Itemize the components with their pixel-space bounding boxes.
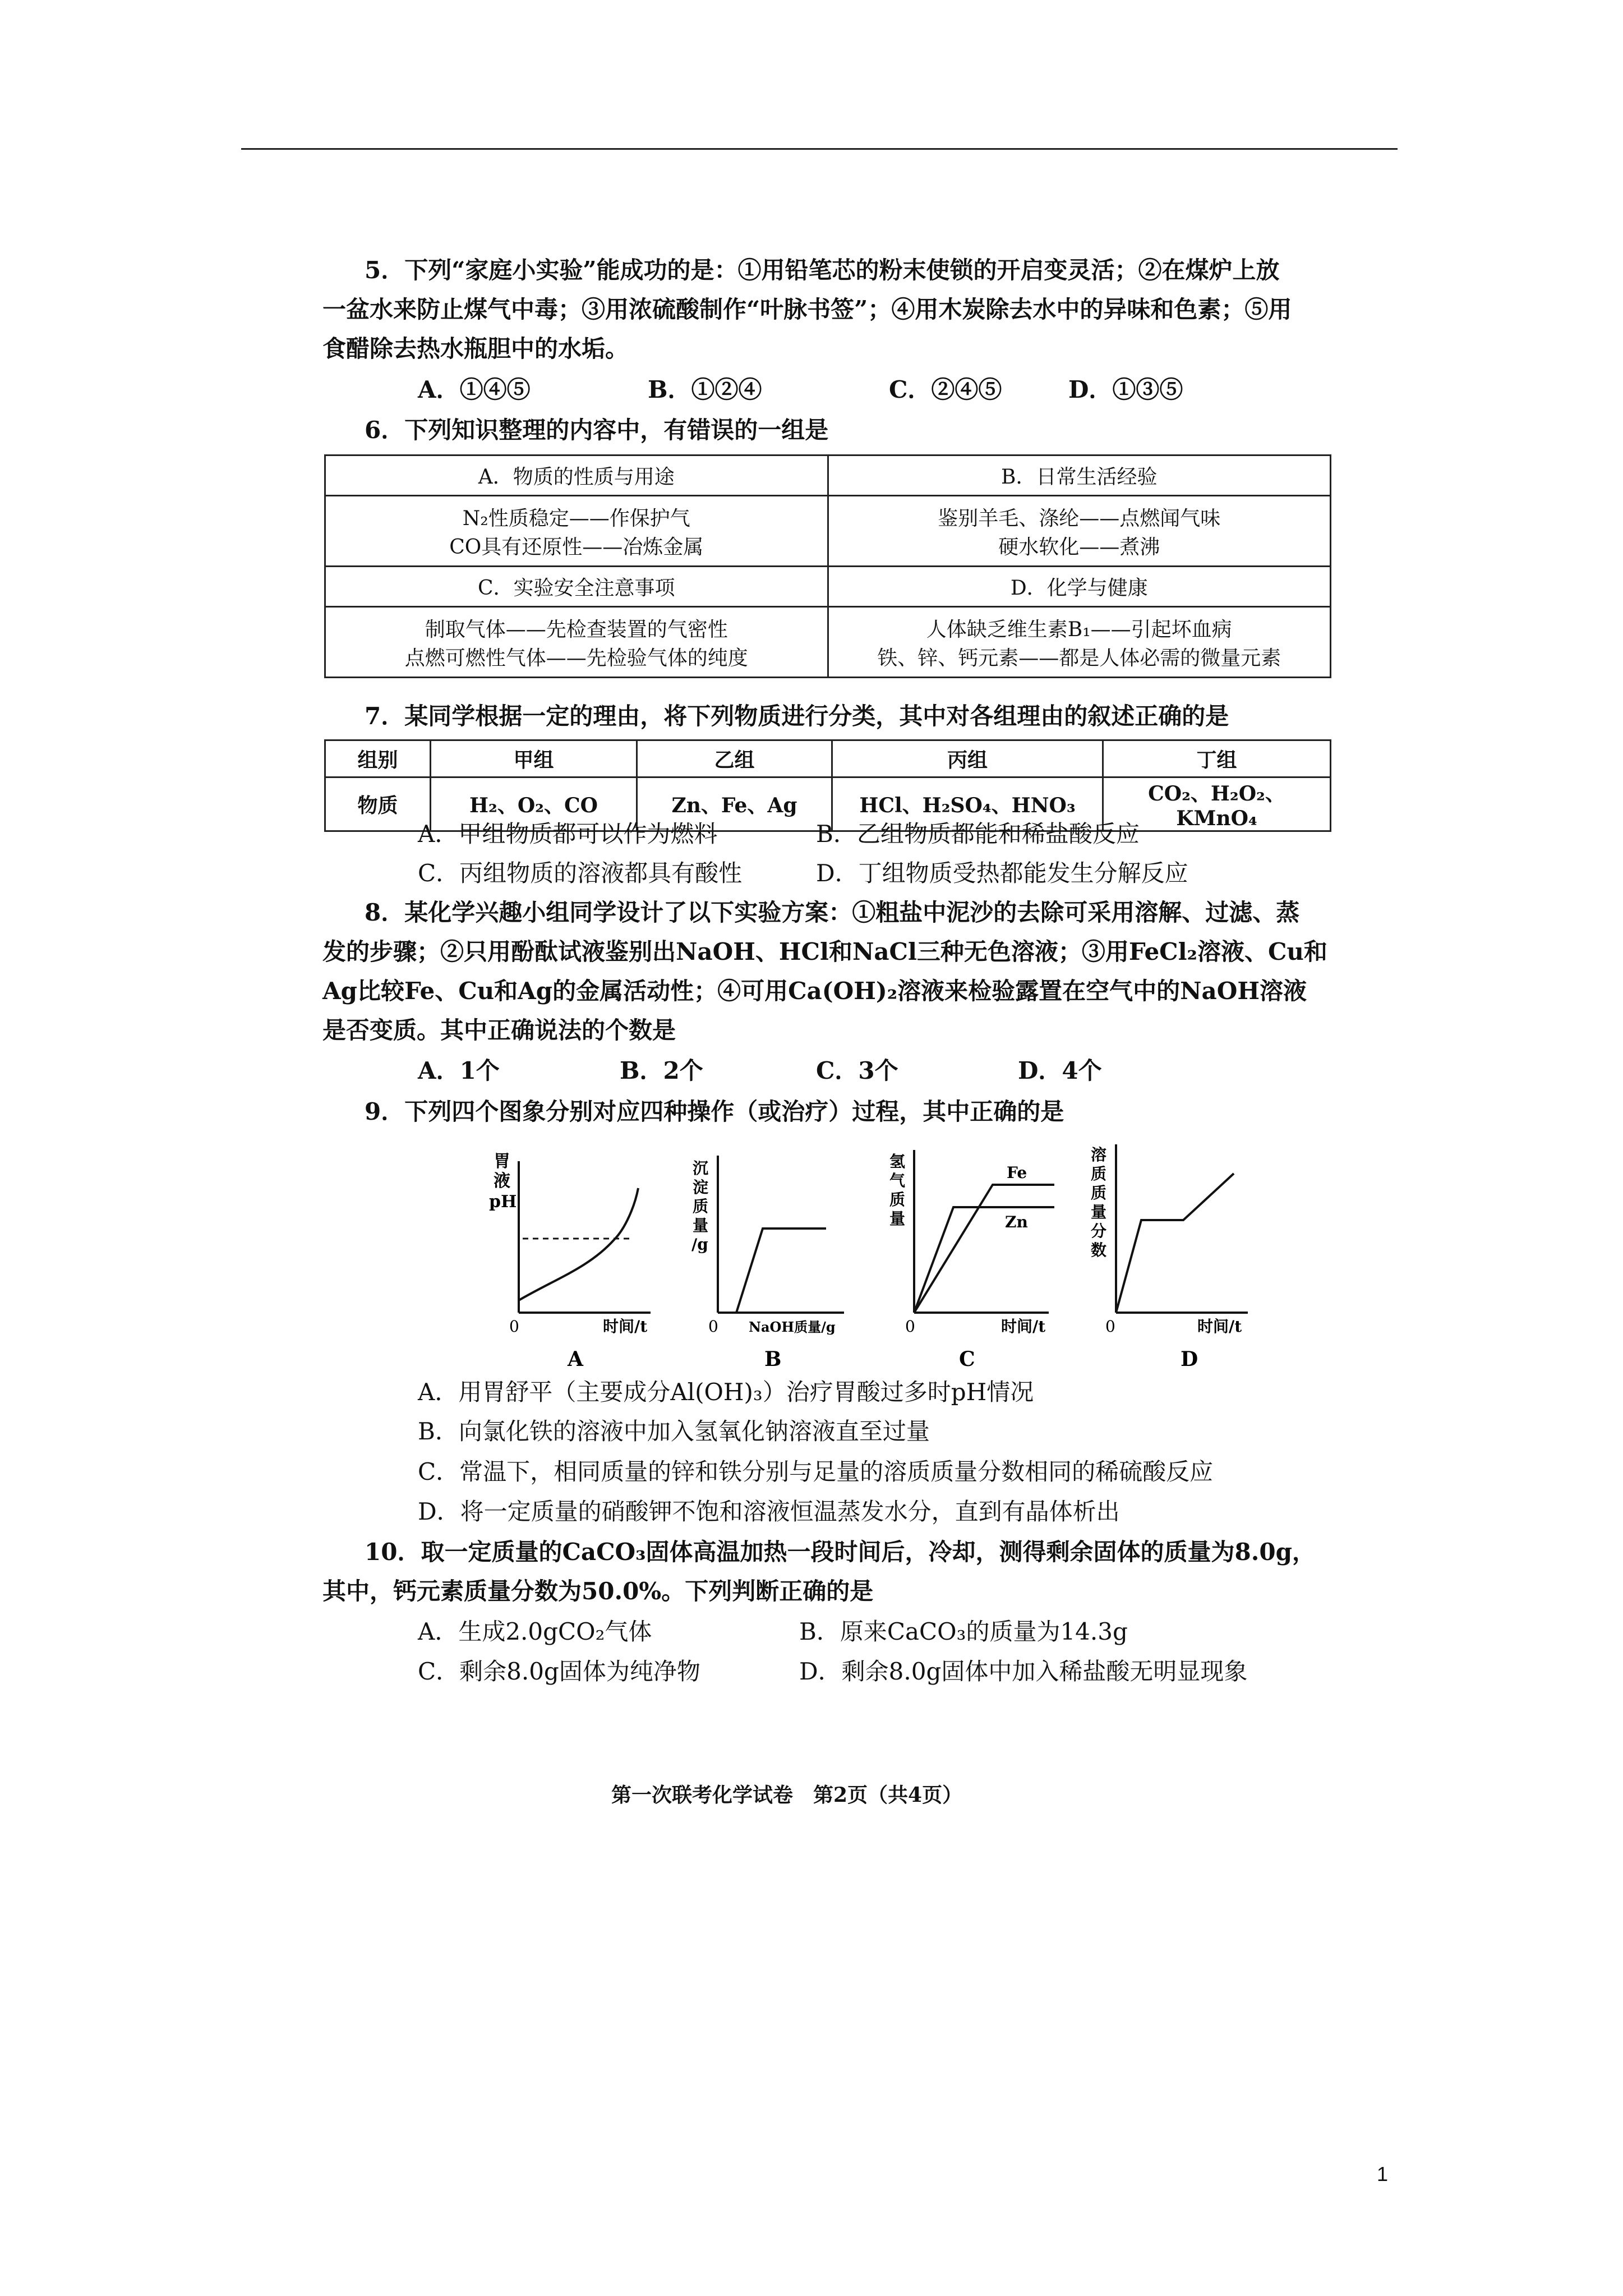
q7-h-2: 乙组	[637, 740, 832, 777]
q6-a-head: A．物质的性质与用途	[325, 455, 828, 496]
q8-line-2: 发的步骤；②只用酚酞试液鉴别出NaOH、HCl和NaCl三种无色溶液；③用FeCl₂溶液、Cu和	[322, 938, 1327, 965]
q10-option-b: B．原来CaCO₃的质量为14.3g	[799, 1618, 1128, 1645]
graph-d-line	[1116, 1174, 1234, 1313]
graph-a-curve	[519, 1188, 638, 1300]
graph-a-xlabel: 时间/t	[603, 1317, 648, 1336]
q6-a-line-2: CO具有还原性——冶炼金属	[449, 535, 704, 559]
q7-option-d: D．丁组物质受热都能发生分解反应	[816, 859, 1188, 887]
graph-c-zn-label: Zn	[1005, 1213, 1028, 1231]
graph-d-ylabel-5: 分	[1091, 1222, 1107, 1240]
q5-line-1: 5．下列“家庭小实验”能成功的是：①用铅笔芯的粉末使锁的开启变灵活；②在煤炉上放	[365, 256, 1280, 284]
q6-c-line-2: 点燃可燃性气体——先检验气体的纯度	[404, 646, 748, 670]
q6-b-line-2: 硬水软化——煮沸	[998, 535, 1160, 559]
graph-c-ylabel-4: 量	[889, 1209, 906, 1228]
graph-b-xlabel: NaOH质量/g	[749, 1319, 836, 1335]
header-rule	[241, 148, 1398, 150]
graph-c-ylabel-3: 质	[889, 1190, 906, 1209]
page-number: 1	[1377, 2162, 1389, 2185]
q6-stem: 6．下列知识整理的内容中，有错误的一组是	[365, 416, 829, 444]
q7-option-b: B．乙组物质都能和稀盐酸反应	[816, 820, 1140, 848]
q5-option-a: A．①④⑤	[418, 376, 531, 403]
q10-line-1: 10．取一定质量的CaCO₃固体高温加热一段时间后，冷却，测得剩余固体的质量为8.0g，	[365, 1538, 1316, 1566]
q6-b-line-1: 鉴别羊毛、涤纶——点燃闻气味	[938, 507, 1221, 530]
q6-c-line-1: 制取气体——先检查装置的气密性	[425, 618, 728, 641]
q10-option-c: C．剩余8.0g固体为纯净物	[418, 1658, 700, 1685]
graph-d-ylabel-2: 质	[1091, 1165, 1107, 1183]
q10-line-2: 其中，钙元素质量分数为50.0%。下列判断正确的是	[322, 1577, 874, 1605]
graph-c-fe-label: Fe	[1007, 1163, 1027, 1182]
graph-d-ylabel-6: 数	[1091, 1241, 1107, 1259]
graph-a	[488, 1144, 656, 1369]
graph-a-letter: A	[568, 1347, 583, 1369]
q7-option-c: C．丙组物质的溶液都具有酸性	[418, 859, 743, 887]
graph-c-origin: 0	[905, 1317, 915, 1336]
q9-option-a: A．用胃舒平（主要成分Al(OH)₃）治疗胃酸过多时pH情况	[418, 1378, 1034, 1406]
graph-c	[880, 1139, 1066, 1369]
graph-b-line	[736, 1228, 826, 1313]
q6-c-body	[325, 607, 828, 678]
q6-c-head: C．实验安全注意事项	[325, 567, 828, 607]
q6-d-head: D．化学与健康	[828, 567, 1331, 607]
q7-h-4: 丁组	[1103, 740, 1331, 777]
q6-d-line-1: 人体缺乏维生素B₁——引起坏血病	[926, 618, 1232, 641]
q7-r-2: Zn、Fe、Ag	[637, 777, 832, 831]
q5-option-c: C．②④⑤	[889, 376, 1002, 403]
q6-b-head: B．日常生活经验	[828, 455, 1331, 496]
q5-line-2: 一盆水来防止煤气中毒；③用浓硫酸制作“叶脉书签”；④用木炭除去水中的异味和色素；⑤用	[322, 296, 1292, 323]
graph-a-ylabel-3: pH	[489, 1192, 517, 1212]
graph-c-zn-line	[914, 1207, 1054, 1313]
q10-option-d: D．剩余8.0g固体中加入稀盐酸无明显现象	[799, 1658, 1248, 1685]
q5-line-3: 食醋除去热水瓶胆中的水垢。	[322, 335, 629, 362]
q7-h-1: 甲组	[431, 740, 637, 777]
q8-line-3: Ag比较Fe、Cu和Ag的金属活动性；④可用Ca(OH)₂溶液来检验露置在空气中的NaOH溶液	[322, 977, 1307, 1005]
q6-d-line-2: 铁、锌、钙元素——都是人体必需的微量元素	[877, 646, 1281, 670]
graph-a-ylabel-1: 胃	[494, 1152, 510, 1171]
q6-a-line-1: N₂性质稳定——作保护气	[462, 507, 690, 530]
q8-option-c: C．3个	[816, 1057, 898, 1084]
graph-d-ylabel-1: 溶	[1091, 1145, 1107, 1164]
q8-option-d: D．4个	[1018, 1057, 1102, 1084]
graph-d-xlabel: 时间/t	[1197, 1317, 1242, 1336]
page-footer: 第一次联考化学试卷 第2页（共4页）	[611, 1783, 963, 1807]
graph-a-ylabel-2: 液	[494, 1171, 510, 1191]
q6-b-body	[828, 496, 1331, 567]
q7-r-3: HCl、H₂SO₄、HNO₃	[832, 777, 1103, 831]
graph-b-letter: B	[764, 1347, 782, 1369]
q7-r-0: 物质	[325, 777, 431, 831]
graph-b-ylabel-4: 量	[693, 1216, 709, 1235]
graph-b-origin: 0	[708, 1317, 718, 1336]
graph-b-ylabel-1: 沉	[693, 1159, 709, 1177]
q7-table	[324, 739, 1331, 832]
graph-d	[1080, 1139, 1259, 1369]
graph-c-xlabel: 时间/t	[1001, 1317, 1046, 1336]
q7-r-1: H₂、O₂、CO	[431, 777, 637, 831]
q9-option-c: C．常温下，相同质量的锌和铁分别与足量的溶质质量分数相同的稀硫酸反应	[418, 1458, 1214, 1485]
graph-b-ylabel-5: /g	[691, 1235, 708, 1254]
q8-line-4: 是否变质。其中正确说法的个数是	[322, 1016, 676, 1044]
graph-d-ylabel-3: 质	[1091, 1184, 1107, 1202]
q9-stem: 9．下列四个图象分别对应四种操作（或治疗）过程，其中正确的是	[365, 1098, 1064, 1125]
q6-a-body	[325, 496, 828, 567]
graph-c-letter: C	[959, 1347, 975, 1369]
graph-c-ylabel-1: 氢	[889, 1152, 906, 1171]
q6-d-body	[828, 607, 1331, 678]
graph-b	[681, 1144, 850, 1369]
q5-option-d: D．①③⑤	[1068, 376, 1183, 403]
q10-option-a: A．生成2.0gCO₂气体	[418, 1618, 652, 1645]
q8-option-b: B．2个	[620, 1057, 703, 1084]
graph-d-ylabel-4: 量	[1091, 1203, 1107, 1221]
q7-h-3: 丙组	[832, 740, 1103, 777]
graph-c-ylabel-2: 气	[889, 1171, 906, 1190]
q6-table	[324, 454, 1331, 678]
q7-option-a: A．甲组物质都可以作为燃料	[418, 820, 718, 848]
graph-b-ylabel-2: 淀	[693, 1178, 709, 1197]
q8-option-a: A．1个	[418, 1057, 500, 1084]
q8-line-1: 8．某化学兴趣小组同学设计了以下实验方案：①粗盐中泥沙的去除可采用溶解、过滤、蒸	[365, 899, 1300, 926]
q5-option-b: B．①②④	[648, 376, 762, 403]
q9-option-d: D．将一定质量的硝酸钾不饱和溶液恒温蒸发水分，直到有晶体析出	[418, 1498, 1120, 1525]
graph-b-ylabel-3: 质	[693, 1197, 709, 1216]
graph-a-origin: 0	[509, 1317, 519, 1336]
q7-h-0: 组别	[325, 740, 431, 777]
q7-r-4: CO₂、H₂O₂、KMnO₄	[1103, 777, 1331, 831]
q9-option-b: B．向氯化铁的溶液中加入氢氧化钠溶液直至过量	[418, 1418, 930, 1445]
q7-stem: 7．某同学根据一定的理由，将下列物质进行分类，其中对各组理由的叙述正确的是	[365, 702, 1229, 730]
graph-d-letter: D	[1181, 1347, 1198, 1369]
graph-c-fe-line	[914, 1185, 1054, 1313]
graph-d-origin: 0	[1105, 1317, 1115, 1336]
